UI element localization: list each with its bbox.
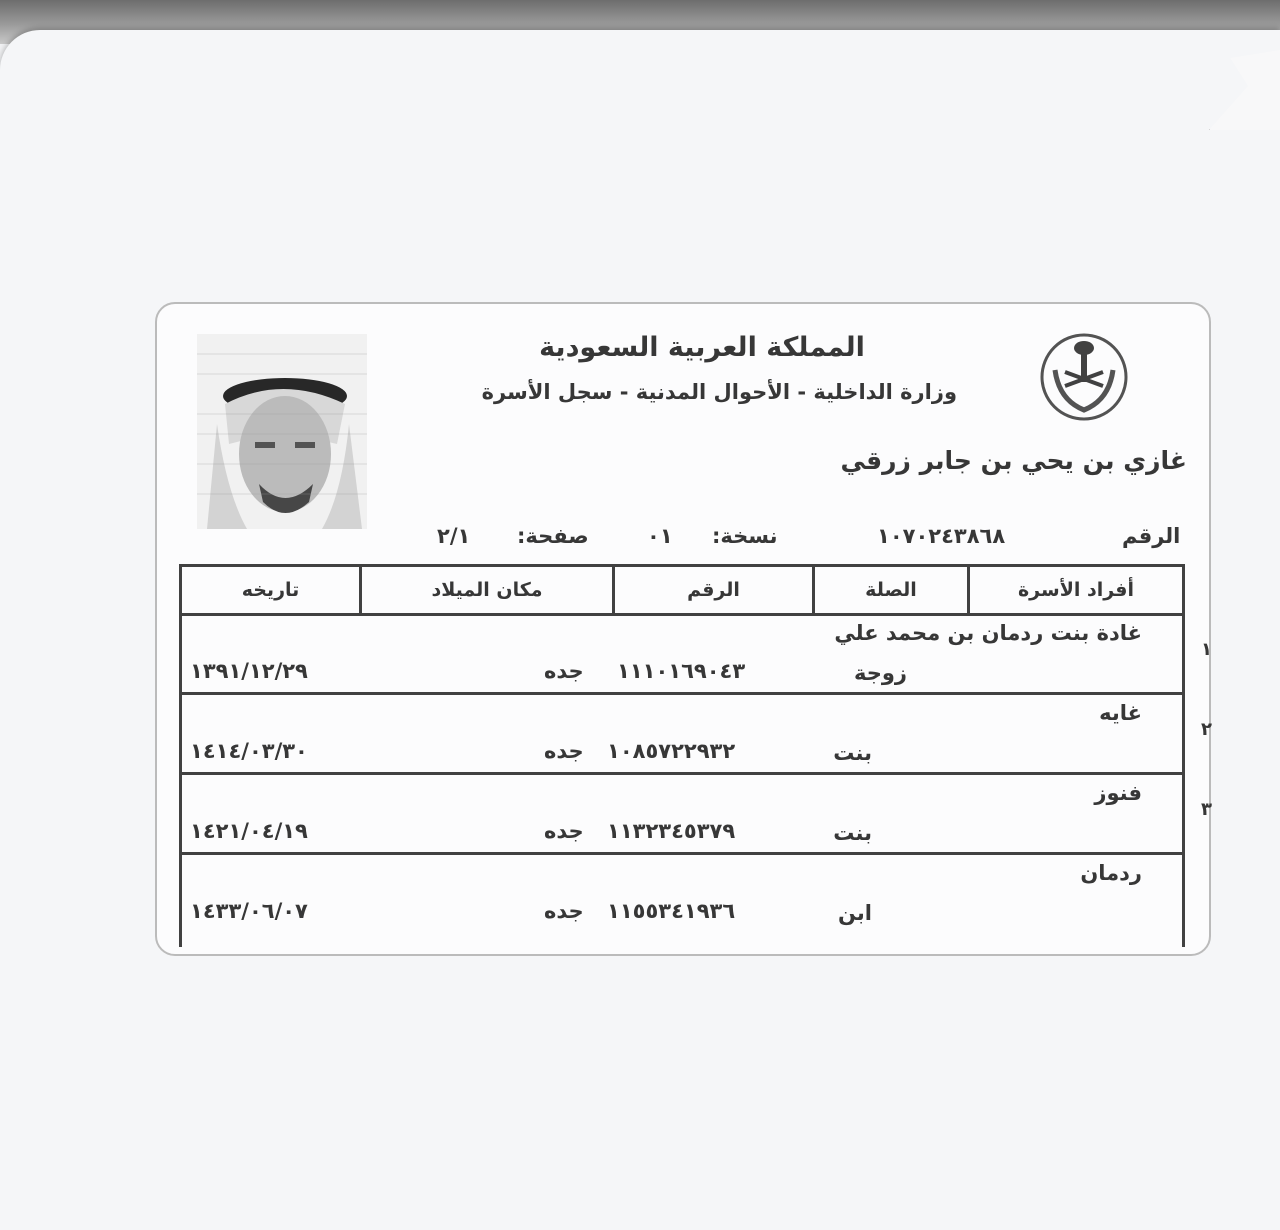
row-index: ٢ [1201,719,1212,740]
table-row [182,855,1182,935]
number-label: الرقم [1122,524,1181,548]
member-birth-place: جده [544,819,584,843]
table-row [182,775,1212,855]
member-relation: بنت [833,741,872,765]
member-birth-place: جده [544,899,584,923]
member-birth-date: ١٤٢١/٠٤/١٩ [190,819,308,843]
header-birth-place: مكان الميلاد [359,567,612,613]
member-name: غايه [1099,701,1142,725]
member-birth-place: جده [544,659,584,683]
saudi-emblem-icon [1037,330,1131,424]
member-number: ١٠٨٥٧٢٢٩٣٢ [607,739,736,763]
member-relation: ابن [838,901,872,925]
portrait-image [197,334,367,529]
row-index: ١ [1201,639,1212,660]
family-record-card [155,302,1211,956]
family-members-table [179,564,1212,947]
page-value: ٢/١ [437,524,471,548]
member-name: غادة بنت ردمان بن محمد علي [834,621,1142,645]
member-birth-date: ١٣٩١/١٢/٢٩ [190,659,308,683]
holder-name: غازي بن يحي بن جابر زرقي [840,446,1187,475]
copy-label: نسخة: [712,524,778,548]
member-birth-date: ١٤١٤/٠٣/٣٠ [190,739,308,763]
table-row [182,615,1212,695]
member-birth-date: ١٤٣٣/٠٦/٠٧ [190,899,308,923]
member-number: ١١٥٥٣٤١٩٣٦ [607,899,736,923]
table-row [182,695,1212,775]
member-name: ردمان [1080,861,1142,885]
member-name: فنوز [1094,781,1142,805]
member-relation: زوجة [853,661,907,685]
torn-corner [1209,50,1280,130]
copy-value: ٠١ [647,524,673,548]
header-number: الرقم [612,567,812,613]
header-date: تاريخه [241,579,300,601]
member-birth-place: جده [544,739,584,763]
member-number: ١١١٠١٦٩٠٤٣ [617,659,746,683]
table-header [182,567,1182,616]
header-relation: الصلة [812,567,967,613]
page-label: صفحة: [517,524,589,548]
member-relation: بنت [833,821,872,845]
kingdom-title: المملكة العربية السعودية [539,332,865,363]
number-value: ١٠٧٠٢٤٣٨٦٨ [877,524,1006,548]
record-id-row [407,524,1187,556]
member-number: ١١٣٢٣٤٥٣٧٩ [607,819,736,843]
header-family-members: أفراد الأسرة [967,567,1182,613]
row-index: ٣ [1201,799,1212,820]
holder-photo [197,334,367,529]
ministry-subtitle: وزارة الداخلية - الأحوال المدنية - سجل الأسرة [481,380,957,404]
